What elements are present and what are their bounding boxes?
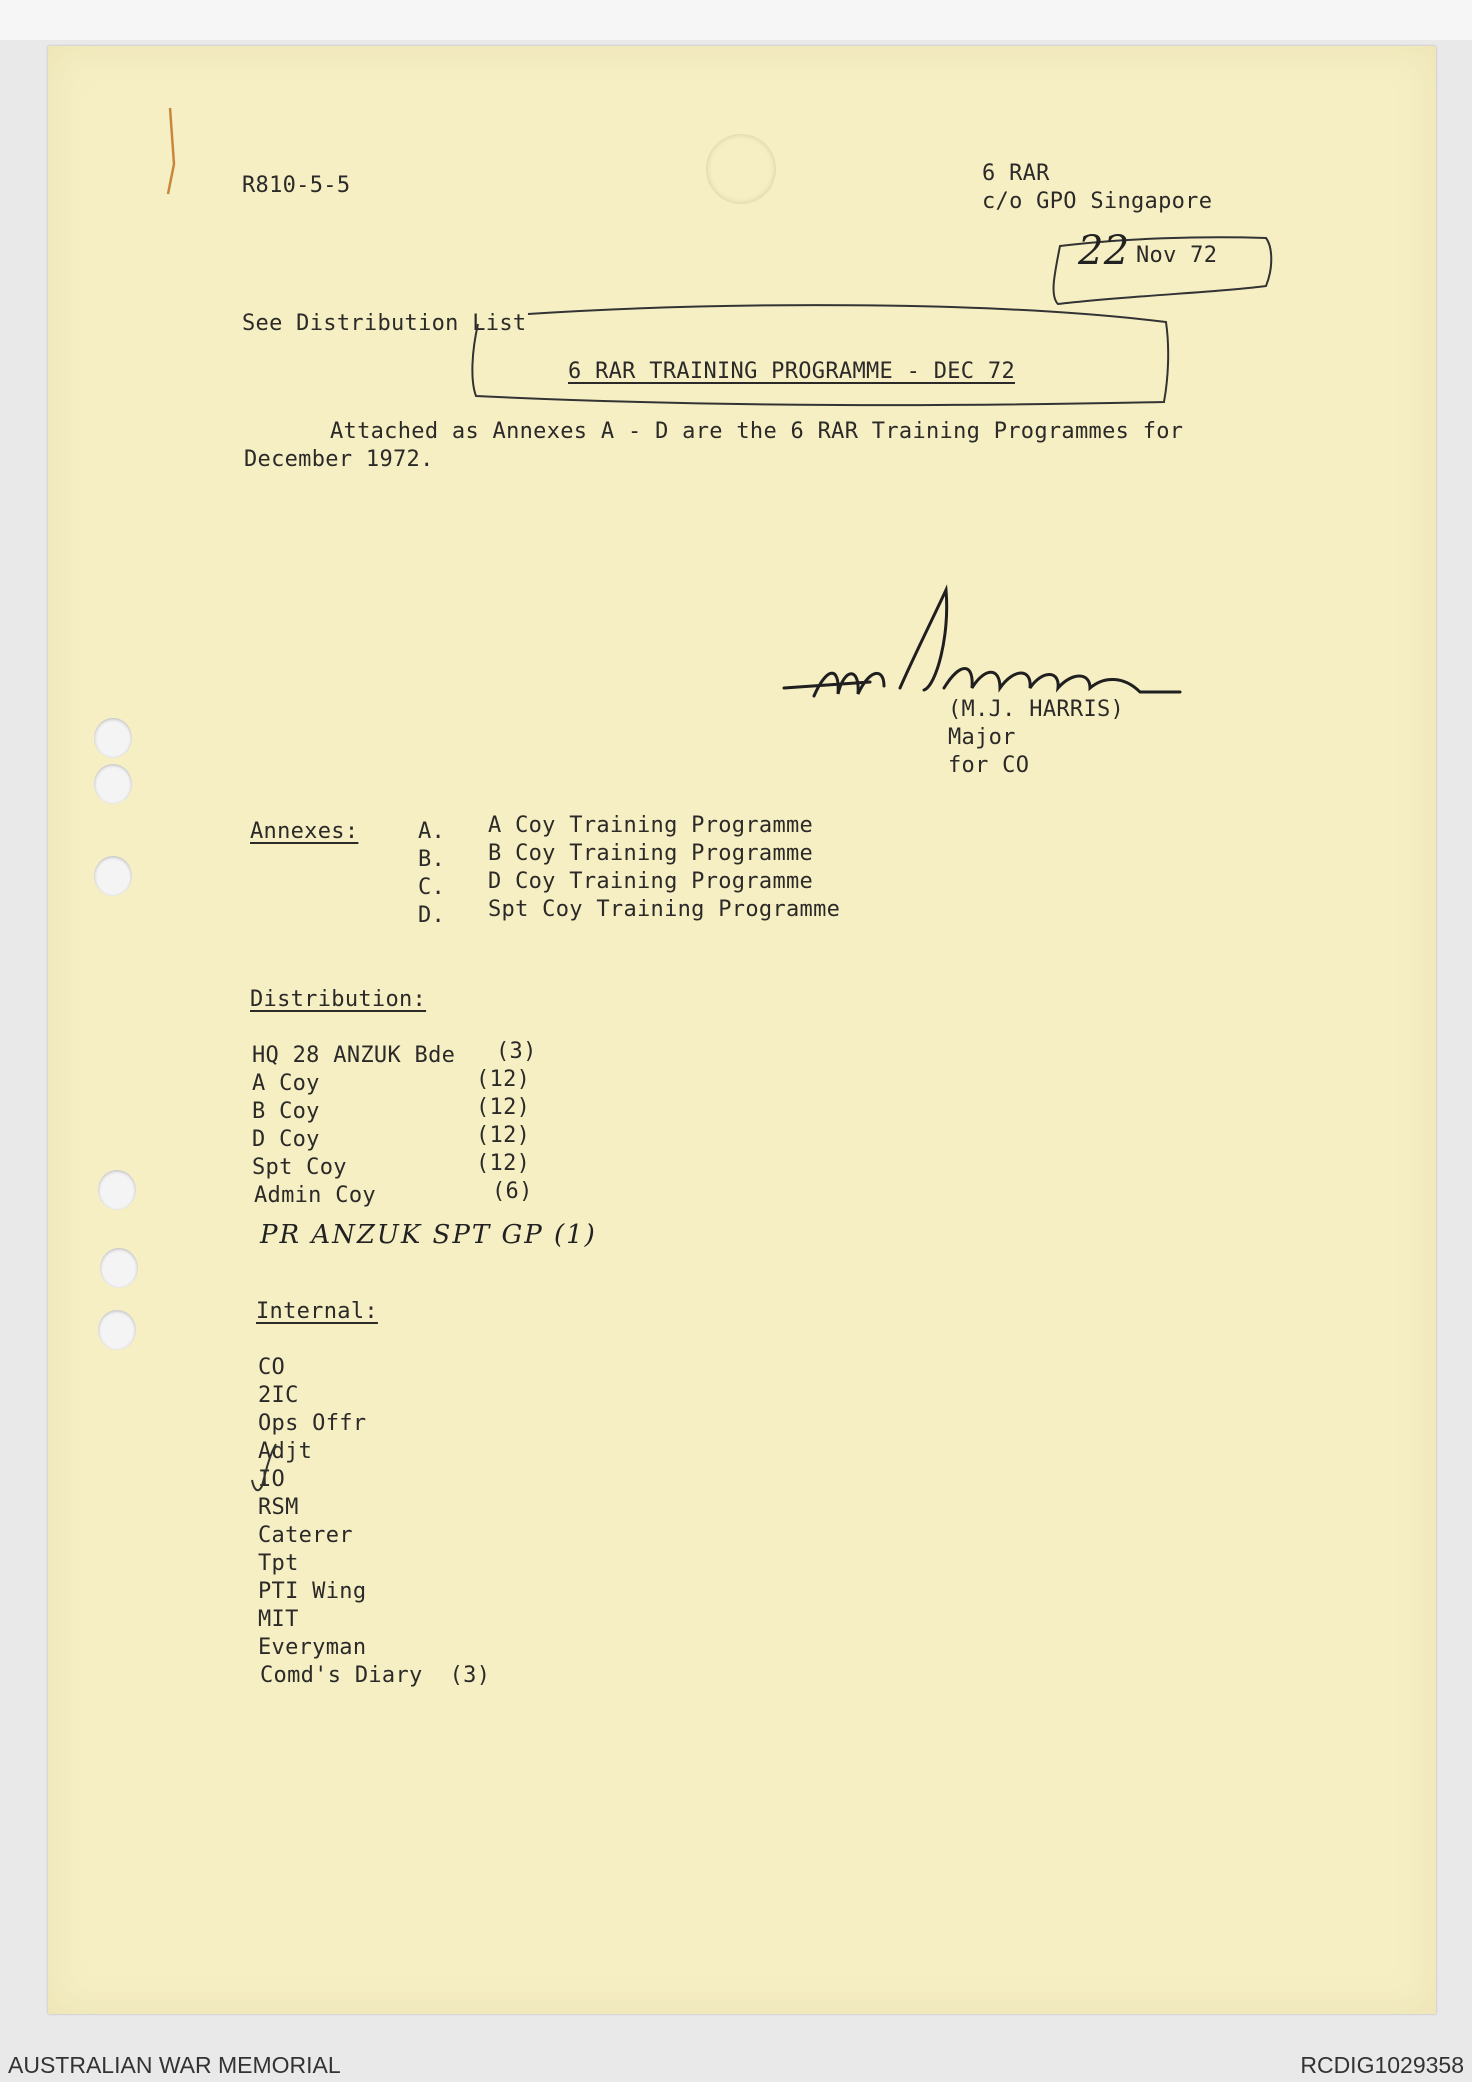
body-line-2: December 1972. <box>244 447 434 472</box>
internal-item: MIT <box>258 1607 299 1632</box>
annex-letter: D. <box>418 903 446 928</box>
internal-item: PTI Wing <box>258 1579 367 1604</box>
annex-letter: A. <box>418 819 446 844</box>
document-page <box>48 46 1436 2014</box>
distribution-item-name: D Coy <box>252 1127 320 1152</box>
handwritten-distribution-addition: PR ANZUK SPT GP (1) <box>260 1220 597 1250</box>
distribution-item-name: HQ 28 ANZUK Bde <box>252 1043 456 1068</box>
subject-box-outline <box>466 300 1200 412</box>
distribution-item-count: (12) <box>476 1151 531 1176</box>
footer-left: AUSTRALIAN WAR MEMORIAL <box>8 2052 341 2078</box>
top-strip <box>0 0 1472 40</box>
distribution-item-count: (6) <box>492 1179 533 1204</box>
date-month-year: Nov 72 <box>1136 243 1218 268</box>
distribution-item-name: Spt Coy <box>252 1155 347 1180</box>
pin-hole <box>706 134 776 204</box>
annex-letter: B. <box>418 847 446 872</box>
internal-item: Adjt <box>258 1439 313 1464</box>
staple-mark <box>156 104 186 204</box>
unit-address: c/o GPO Singapore <box>982 189 1213 214</box>
body-line-1: Attached as Annexes A - D are the 6 RAR Training Programmes for <box>330 419 1184 444</box>
footer-right: RCDIG1029358 <box>1300 2052 1464 2078</box>
file-reference: R810-5-5 <box>242 173 351 198</box>
subject-line: 6 RAR TRAINING PROGRAMME - DEC 72 <box>568 359 1015 384</box>
annex-title: D Coy Training Programme <box>488 869 814 894</box>
distribution-item-count: (12) <box>476 1095 531 1120</box>
internal-item: 2IC <box>258 1383 299 1408</box>
distribution-item-count: (3) <box>496 1039 537 1064</box>
internal-item: Ops Offr <box>258 1411 367 1436</box>
distribution-item-name: Admin Coy <box>254 1183 376 1208</box>
annexes-heading: Annexes: <box>250 819 359 844</box>
distribution-item-name: B Coy <box>252 1099 320 1124</box>
annex-title: Spt Coy Training Programme <box>488 897 841 922</box>
punch-hole <box>98 1310 136 1350</box>
distribution-item-count: (12) <box>476 1123 531 1148</box>
distribution-item-name: A Coy <box>252 1071 320 1096</box>
signatory-for: for CO <box>948 753 1030 778</box>
punch-hole <box>94 718 132 758</box>
date-handwritten-day: 22 <box>1078 228 1130 274</box>
internal-item: CO <box>258 1355 286 1380</box>
annex-letter: C. <box>418 875 446 900</box>
internal-item: Comd's Diary (3) <box>260 1663 491 1688</box>
internal-item: Caterer <box>258 1523 353 1548</box>
addressee: See Distribution List <box>242 311 527 336</box>
annex-title: A Coy Training Programme <box>488 813 814 838</box>
annex-title: B Coy Training Programme <box>488 841 814 866</box>
punch-hole <box>100 1248 138 1288</box>
distribution-item-count: (12) <box>476 1067 531 1092</box>
internal-item: Everyman <box>258 1635 367 1660</box>
signatory-name: (M.J. HARRIS) <box>948 697 1125 722</box>
internal-heading: Internal: <box>256 1299 378 1324</box>
distribution-heading: Distribution: <box>250 987 427 1012</box>
punch-hole <box>94 856 132 896</box>
internal-item: IO <box>258 1467 286 1492</box>
handwritten-tick-mark <box>244 1440 284 1500</box>
punch-hole <box>94 764 132 804</box>
internal-item: Tpt <box>258 1551 299 1576</box>
unit-name: 6 RAR <box>982 161 1050 186</box>
internal-item: RSM <box>258 1495 299 1520</box>
punch-hole <box>98 1170 136 1210</box>
signatory-rank: Major <box>948 725 1016 750</box>
